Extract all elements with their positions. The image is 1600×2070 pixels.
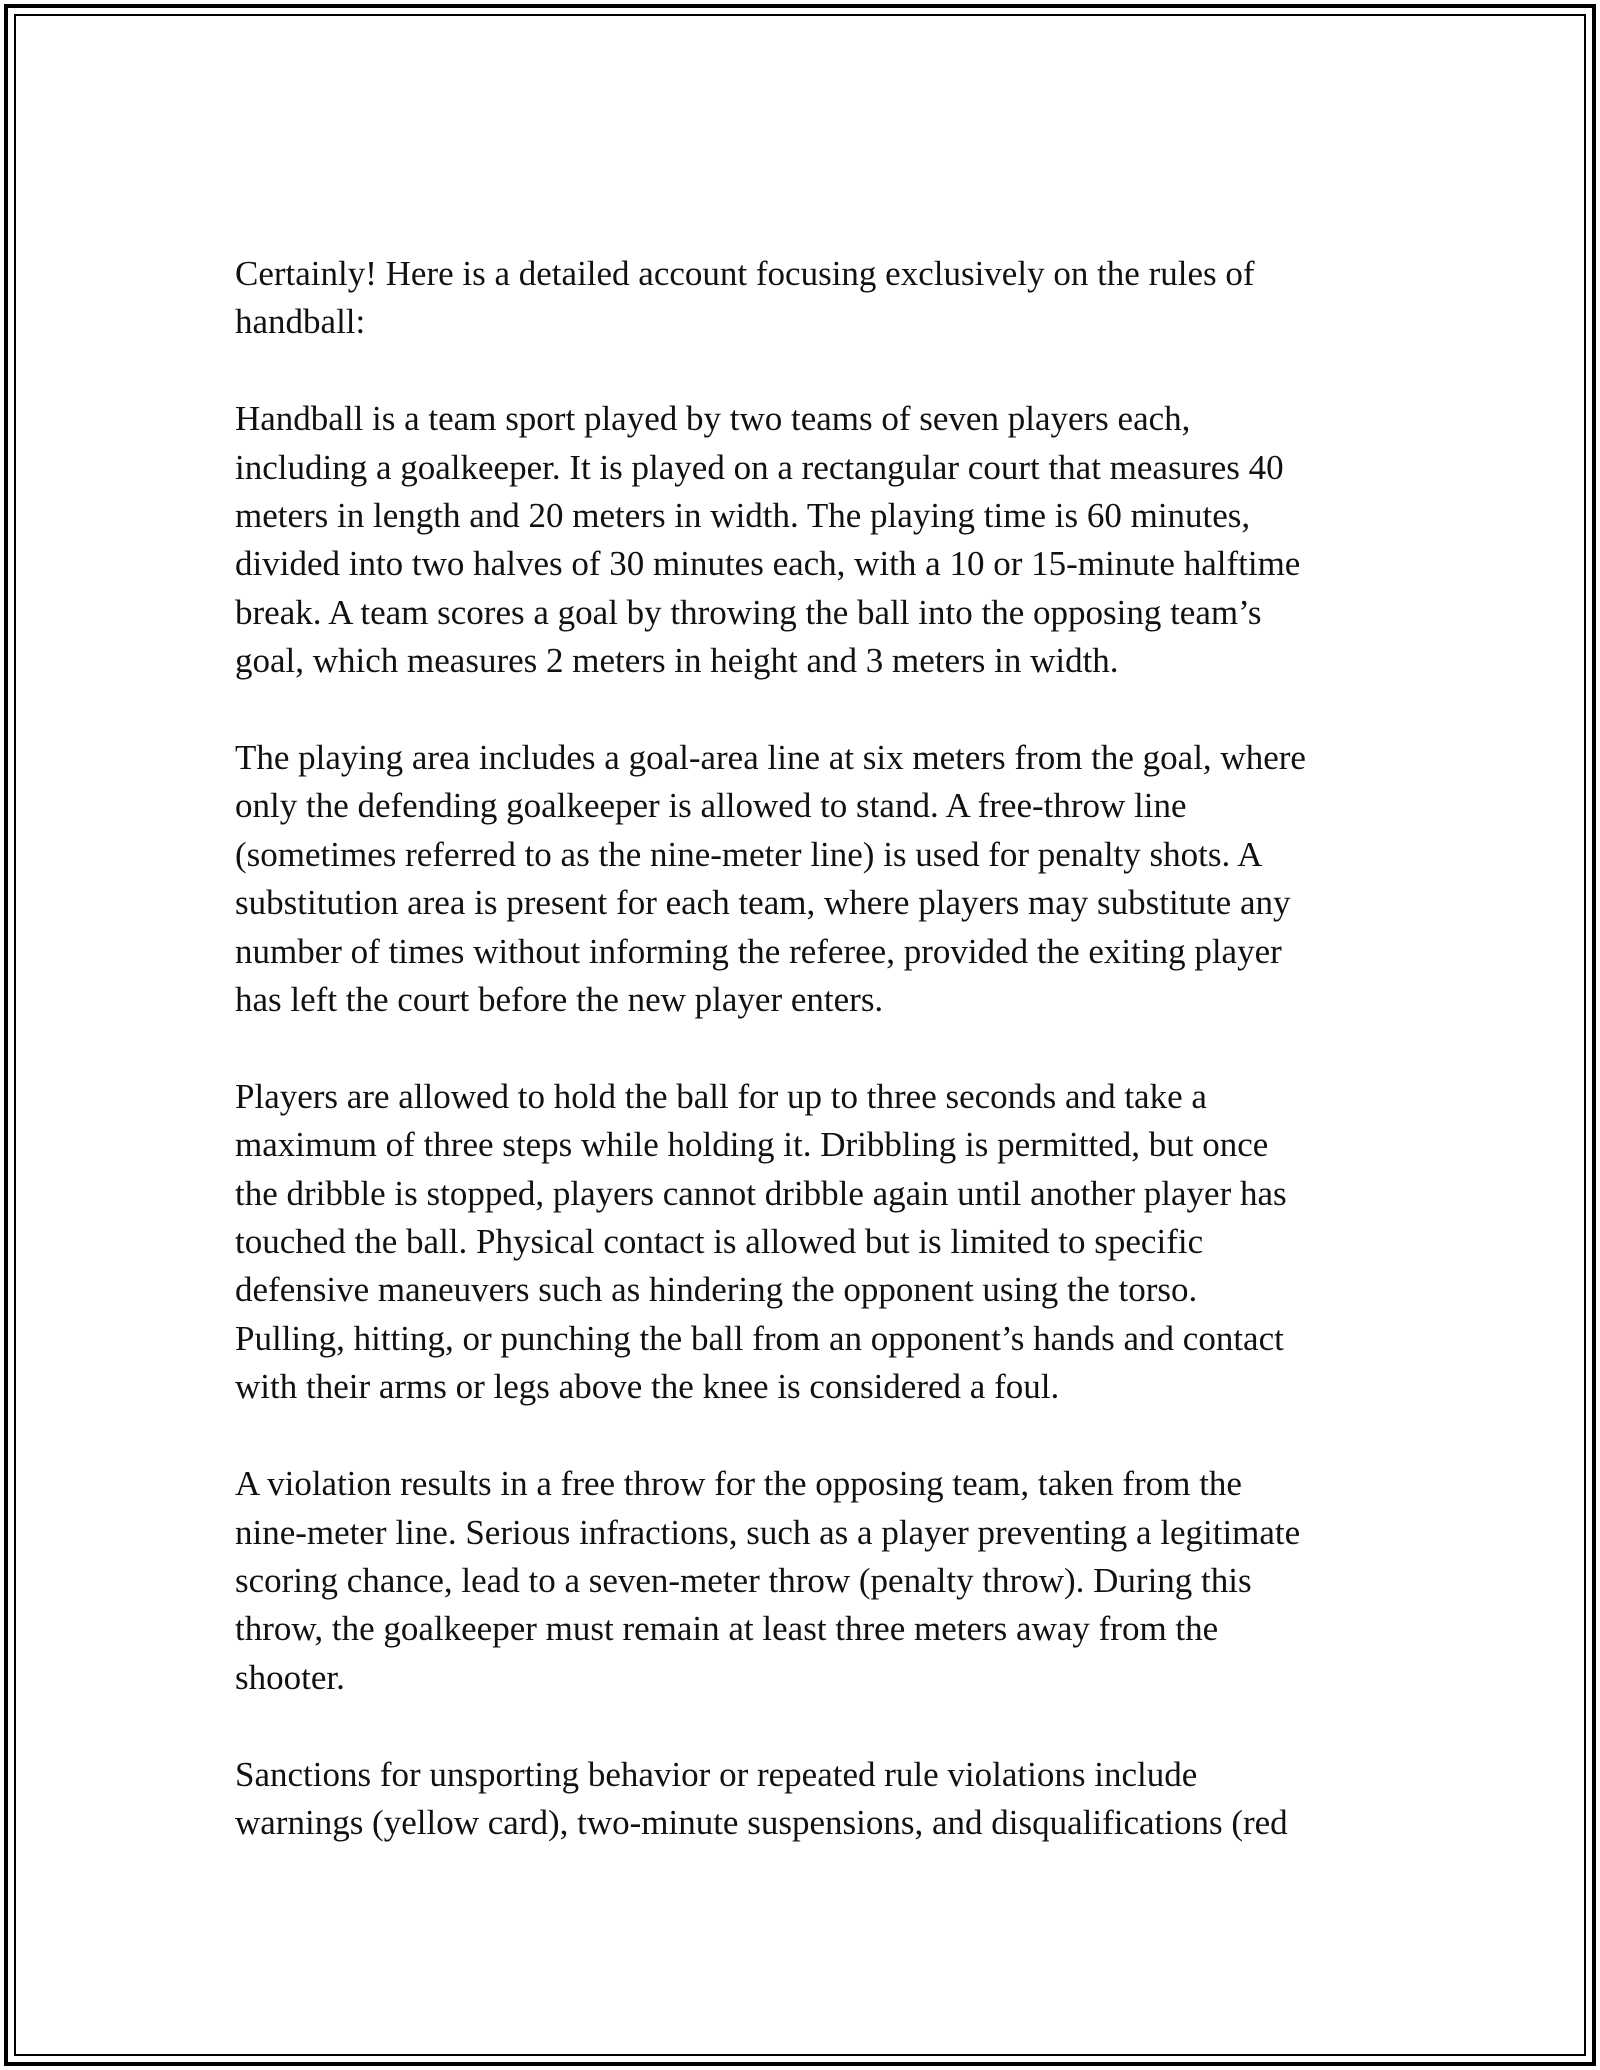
paragraph-intro: Certainly! Here is a detailed account focusing exclusively on the rules of handball: [235, 254, 1255, 342]
paragraph-overview: Handball is a team sport played by two teams of seven players each, including a goalkeeper. It is played on a rectangular court that measures 40 meters in length and 20 meters in width. The playing time is 60 minutes, divided into two halves of 30 minutes each, with a 10 or 15-minute halftime break. A team scores a goal by throwing the ball into the opposing team’s goal, which measures 2 meters in height and 3 meters in width. [235, 399, 1301, 681]
paragraph-ball-handling: Players are allowed to hold the ball for up to three seconds and take a maximum of three steps while holding it. Dribbling is permitted, but once the dribble is stopped, players cannot dribble again until another player has touched the ball. Physical contact is allowed but is limited to specific defensive maneuvers such as hindering the opponent using the torso. Pulling, hitting, or punching the ball from an opponent’s hands and contact with their arms or legs above the knee is considered a foul. [235, 1076, 1287, 1407]
paragraph-playing-area: The playing area includes a goal-area line at six meters from the goal, where only the defending goalkeeper is allowed to stand. A free-throw line (sometimes referred to as the nine-meter line) is used for penalty shots. A substitution area is present for each team, where players may substitute any number of times without informing the referee, provided the exiting player has left the court before the new player enters. [235, 738, 1306, 1020]
document-body [235, 250, 1375, 1896]
paragraph-violations: A violation results in a free throw for the opposing team, taken from the nine-meter line. Serious infractions, such as a player preventing a legitimate scoring chance, lead to a seven-meter throw (penalty throw). During this throw, the goalkeeper must remain at least three meters away from the shooter. [235, 1464, 1301, 1697]
paragraph-sanctions: Sanctions for unsporting behavior or repeated rule violations include warnings (yellow card), two-minute suspensions, and disqualifications (red [235, 1754, 1288, 1842]
